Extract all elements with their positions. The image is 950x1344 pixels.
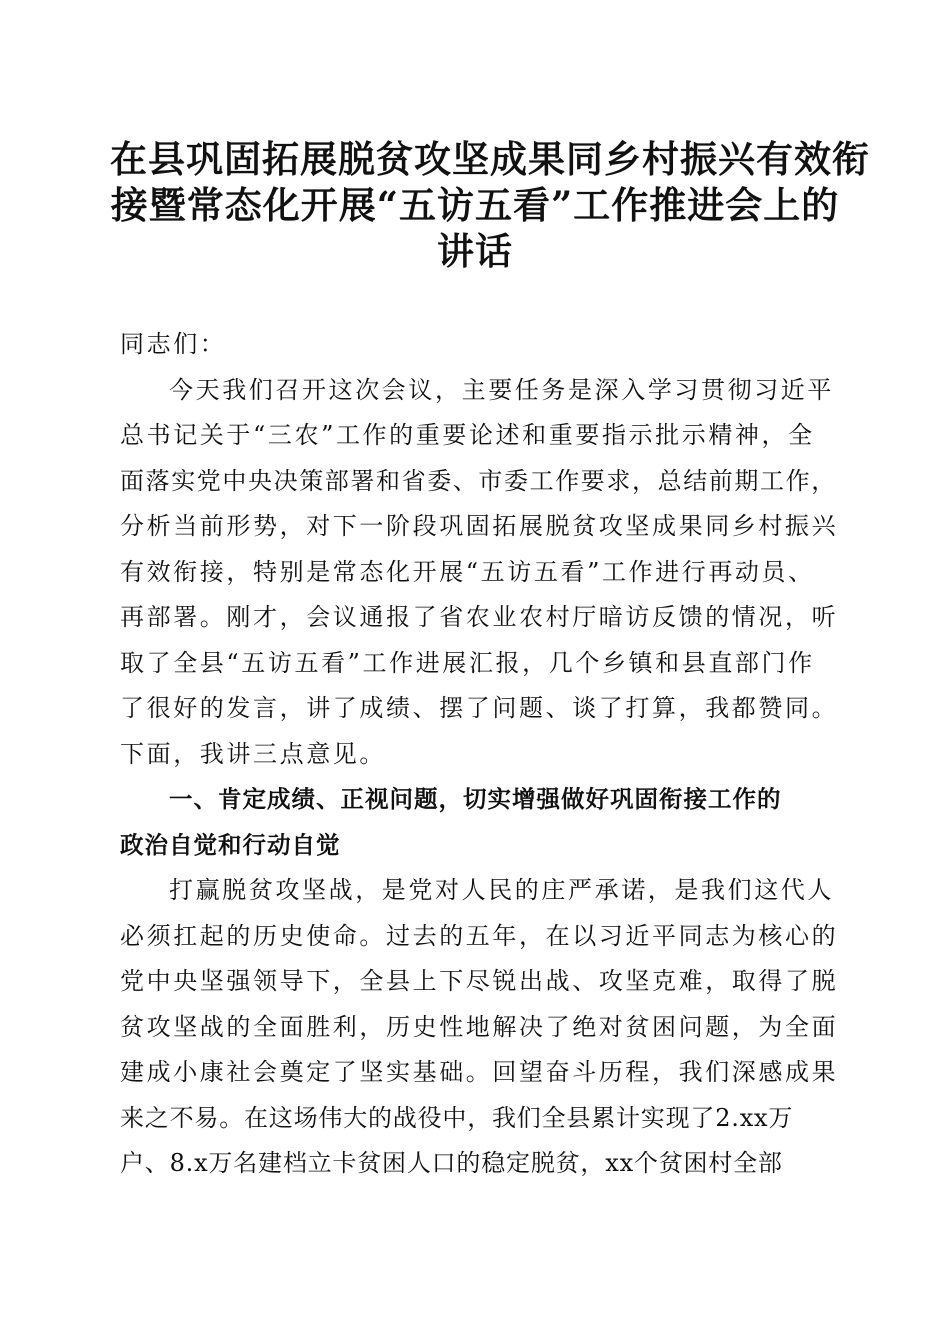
text-line: 分析当前形势，对下一阶段巩固拓展脱贫攻坚成果同乡村振兴 [120,512,839,540]
text-line: 来之不易。在这场伟大的战役中，我们全县累计实现了2.xx万 [120,1103,794,1132]
text-line: 再部署。刚才，会议通报了省农业农村厅暗访反馈的情况，听 [120,603,839,631]
text-line: 党中央坚强领导下，全县上下尽锐出战、攻坚克难，取得了脱 [120,967,839,995]
title-line: 在县巩固拓展脱贫攻坚成果同乡村振兴有效衔 [110,137,870,181]
text-line: 了很好的发言，讲了成绩、摆了问题、谈了打算，我都赞同。 [120,694,839,722]
text-line: 面落实党中央决策部署和省委、市委工作要求，总结前期工作， [120,466,837,495]
text-line: 取了全县“五访五看”工作进展汇报，几个乡镇和县直部门作 [120,648,815,677]
document-body [120,322,839,1187]
text-line: 打赢脱贫攻坚战，是党对人民的庄严承诺，是我们这代人 [169,876,834,904]
text-line: 户、8.x万名建档立卡贫困人口的稳定脱贫，xx个贫困村全部 [120,1149,783,1177]
document-title [110,136,870,274]
title-line: 讲话 [437,229,513,273]
paragraph-2 [120,868,839,1187]
paragraph-1 [120,368,839,778]
text-line: 必须扛起的历史使命。过去的五年，在以习近平同志为核心的 [120,921,839,950]
heading-line: 一、肯定成绩、正视问题，切实增强做好巩固衔接工作的 [169,785,782,813]
text-line: 总书记关于“三农”工作的重要论述和重要指示批示精神，全 [120,421,815,449]
salutation: 同志们： [120,330,227,358]
text-line: 今天我们召开这次会议，主要任务是深入学习贯彻习近平 [169,375,834,404]
text-line: 贫攻坚战的全面胜利，历史性地解决了绝对贫困问题，为全面 [120,1012,839,1041]
title-line: 接暨常态化开展“五访五看”工作推进会上的 [110,183,840,227]
text-line: 有效衔接，特别是常态化开展“五访五看”工作进行再动员、 [120,557,815,586]
section-heading-1 [120,777,830,868]
text-line: 下面，我讲三点意见。 [120,739,386,768]
text-line: 建成小康社会奠定了坚实基础。回望奋斗历程，我们深感成果 [120,1058,839,1086]
heading-line: 政治自觉和行动自觉 [120,830,341,859]
